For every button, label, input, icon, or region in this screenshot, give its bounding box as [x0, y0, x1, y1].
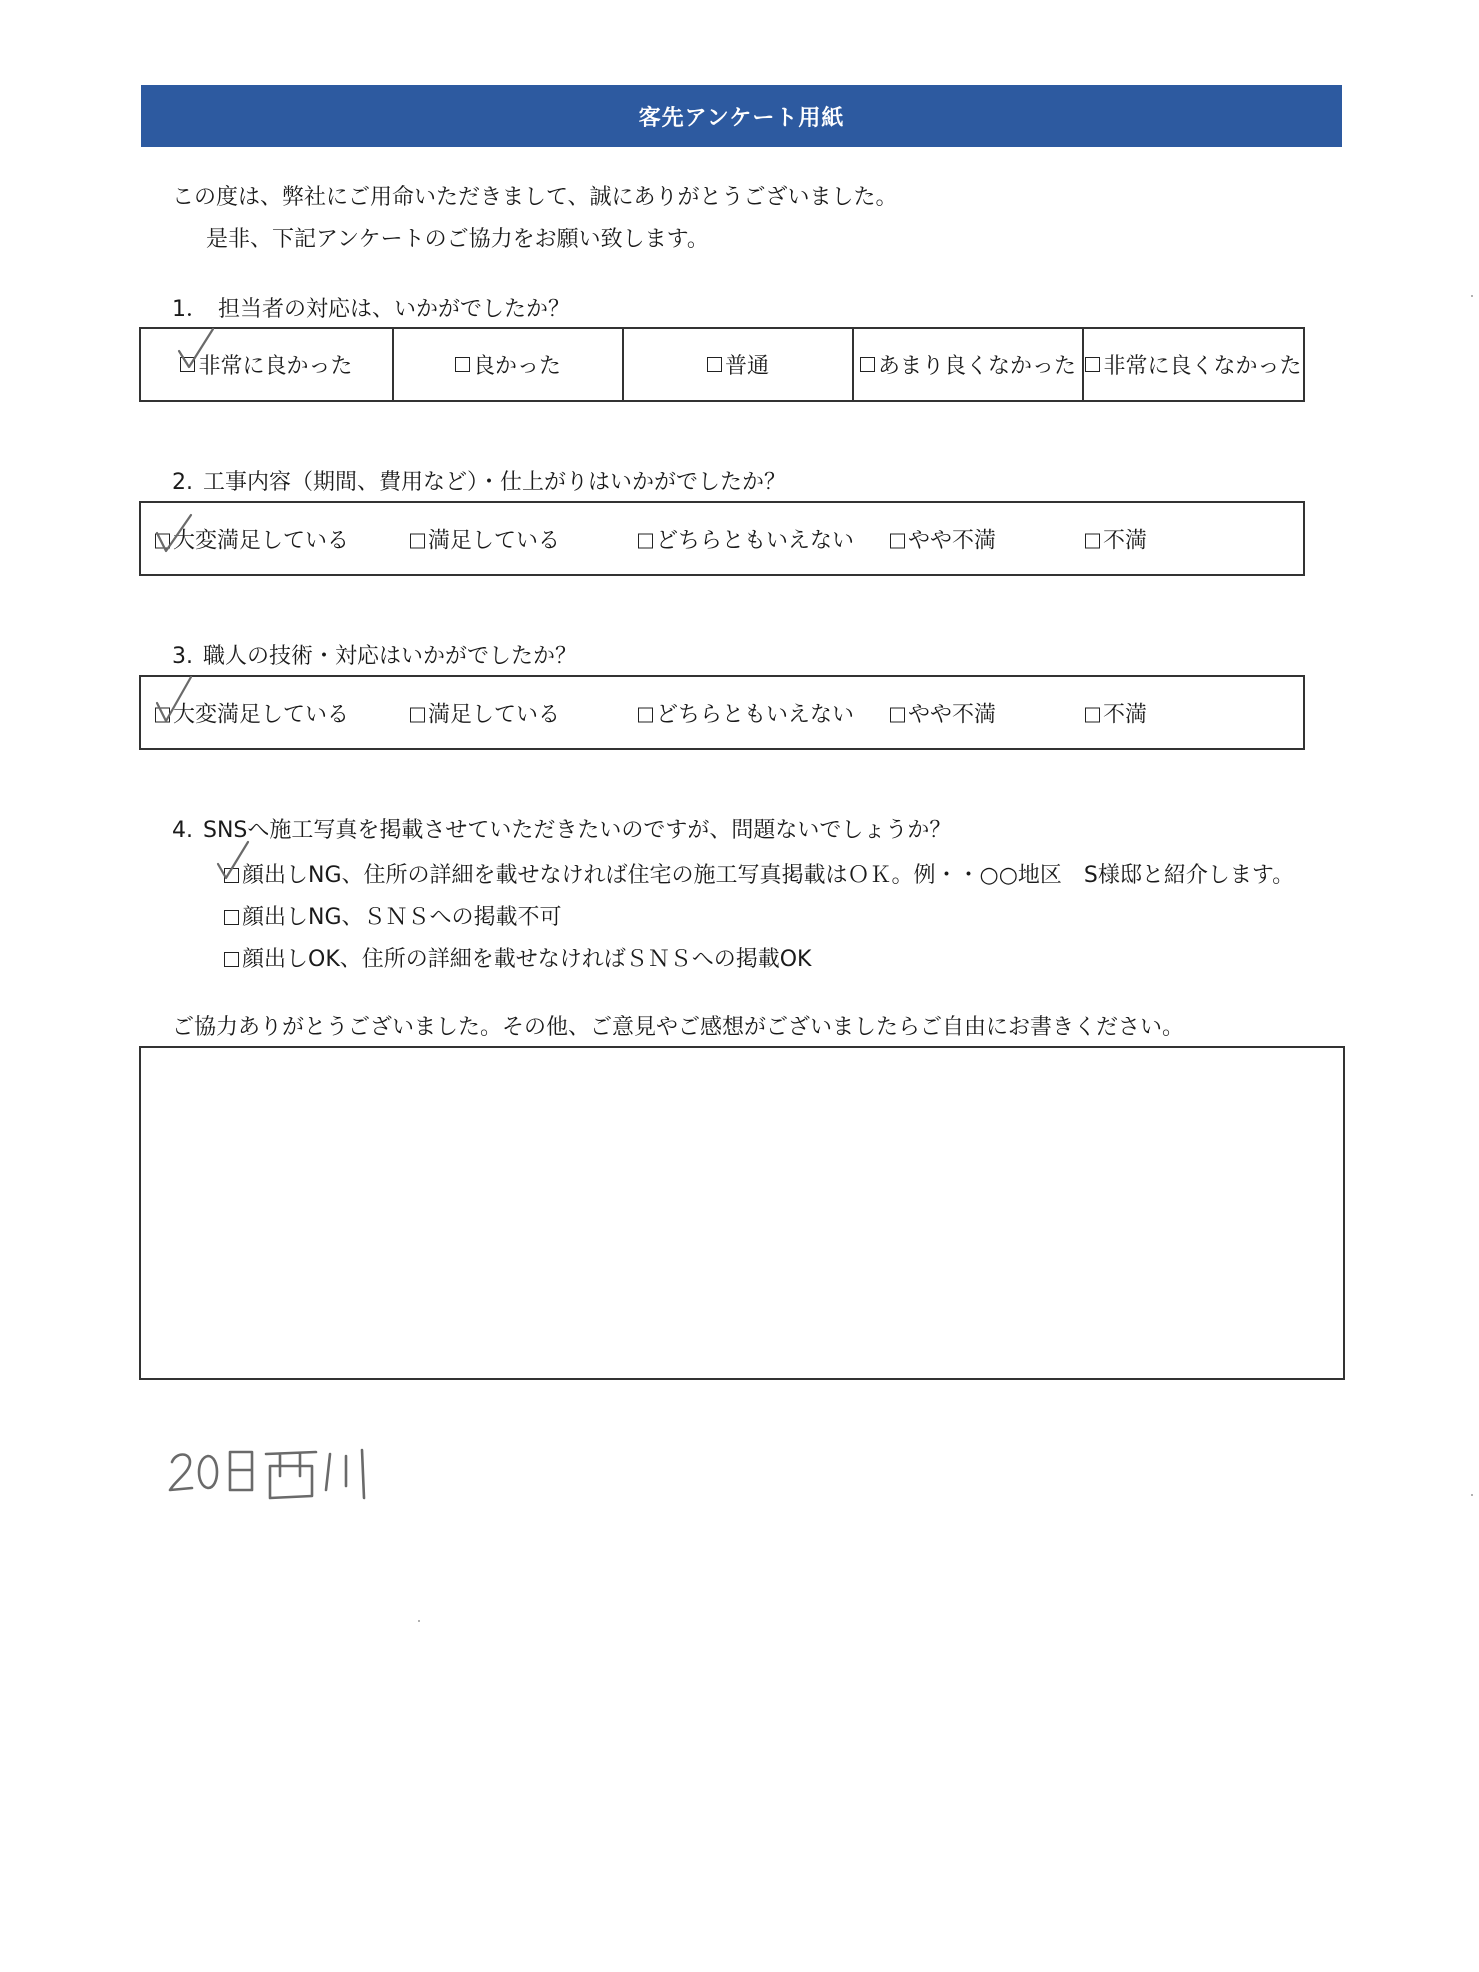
checkbox-icon[interactable]	[1085, 357, 1100, 372]
q3-option-3-label: どちらともいえない	[656, 702, 855, 727]
checkbox-icon[interactable]	[860, 357, 875, 372]
question-2	[172, 465, 786, 496]
q2-option-3-label: どちらともいえない	[656, 528, 855, 553]
checkbox-icon[interactable]	[410, 533, 425, 548]
checkbox-icon[interactable]	[155, 707, 170, 722]
q1-option-4[interactable]	[854, 329, 1084, 400]
scan-speck	[418, 1620, 420, 1622]
question-1-options	[139, 327, 1305, 402]
question-4-text: SNSへ施工写真を掲載させていただきたいのですが、問題ないでしょうか？	[203, 818, 952, 843]
q4-option-2[interactable]	[224, 900, 562, 931]
scan-speck	[1471, 295, 1473, 297]
q1-option-3[interactable]	[624, 329, 854, 400]
checkbox-icon[interactable]	[1085, 707, 1100, 722]
checkbox-icon[interactable]	[455, 357, 470, 372]
q2-option-5-label: 不満	[1103, 528, 1148, 553]
checkbox-icon[interactable]	[224, 910, 239, 925]
question-2-number: 2.	[172, 470, 193, 495]
q1-option-2-label: 良かった	[472, 354, 561, 379]
q3-option-2-label: 満足している	[428, 702, 561, 727]
q1-option-1-label: 非常に良かった	[198, 354, 353, 379]
q3-option-4-label: やや不満	[908, 702, 997, 727]
q2-option-1-label: 大変満足している	[173, 528, 350, 553]
q3-option-1[interactable]	[155, 697, 349, 728]
q3-option-5-label: 不満	[1103, 702, 1148, 727]
checkbox-icon[interactable]	[890, 707, 905, 722]
question-4-number: 4.	[172, 818, 193, 843]
q2-option-2[interactable]	[410, 523, 560, 554]
q4-option-2-label: 顔出しNG、ＳＮＳへの掲載不可	[242, 905, 562, 930]
q4-option-3-label: 顔出しOK、住所の詳細を載せなければＳＮＳへの掲載OK	[242, 947, 812, 972]
q1-option-5-label: 非常に良くなかった	[1103, 354, 1302, 379]
form-title-banner	[141, 85, 1342, 147]
q4-option-3[interactable]	[224, 942, 812, 973]
q2-option-4[interactable]	[890, 523, 996, 554]
checkbox-icon[interactable]	[1085, 533, 1100, 548]
question-3-number: 3.	[172, 644, 193, 669]
question-1-text: 担当者の対応は、いかがでしたか？	[218, 297, 571, 322]
handwritten-signature	[166, 1440, 386, 1510]
checkbox-icon[interactable]	[224, 868, 239, 883]
checkbox-icon[interactable]	[224, 952, 239, 967]
q4-option-1-label: 顔出しNG、住所の詳細を載せなければ住宅の施工写真掲載はＯＫ。例・・○○地区 S様邸と紹介します。	[242, 863, 1295, 888]
q3-option-5[interactable]	[1085, 697, 1147, 728]
checkbox-icon[interactable]	[890, 533, 905, 548]
q3-option-1-label: 大変満足している	[173, 702, 350, 727]
checkbox-icon[interactable]	[155, 533, 170, 548]
comments-field[interactable]	[139, 1046, 1345, 1380]
q1-option-5[interactable]	[1084, 329, 1303, 400]
question-3-options	[139, 675, 1305, 750]
question-2-options	[139, 501, 1305, 576]
q2-option-2-label: 満足している	[428, 528, 561, 553]
checkbox-icon[interactable]	[638, 533, 653, 548]
question-1	[172, 292, 570, 323]
question-4	[172, 813, 951, 844]
q1-option-3-label: 普通	[724, 354, 769, 379]
q2-option-5[interactable]	[1085, 523, 1147, 554]
q3-option-3[interactable]	[638, 697, 854, 728]
q2-option-4-label: やや不満	[908, 528, 997, 553]
comments-prompt: ご協力ありがとうございました。その他、ご意見やご感想がございましたらご自由にお書きください。	[172, 1015, 1185, 1040]
scan-speck	[1471, 1494, 1473, 1496]
checkbox-icon[interactable]	[638, 707, 653, 722]
q1-option-4-label: あまり良くなかった	[877, 354, 1076, 379]
q2-option-3[interactable]	[638, 523, 854, 554]
question-3-text: 職人の技術・対応はいかがでしたか？	[203, 644, 578, 669]
checkbox-icon[interactable]	[707, 357, 722, 372]
question-2-text: 工事内容（期間、費用など）・仕上がりはいかがでしたか？	[203, 470, 787, 495]
q3-option-2[interactable]	[410, 697, 560, 728]
q1-option-2[interactable]	[394, 329, 624, 400]
checkbox-icon[interactable]	[180, 357, 195, 372]
form-title: 客先アンケート用紙	[638, 105, 845, 131]
question-1-number: 1．	[172, 297, 208, 322]
q3-option-4[interactable]	[890, 697, 996, 728]
intro-line-2: 是非、下記アンケートのご協力をお願い致します。	[206, 227, 709, 252]
intro-line-1: この度は、弊社にご用命いただきまして、誠にありがとうございました。	[172, 185, 898, 210]
q4-option-1[interactable]	[224, 858, 1294, 889]
question-3	[172, 639, 577, 670]
q1-option-1[interactable]	[141, 329, 394, 400]
q2-option-1[interactable]	[155, 523, 349, 554]
checkbox-icon[interactable]	[410, 707, 425, 722]
